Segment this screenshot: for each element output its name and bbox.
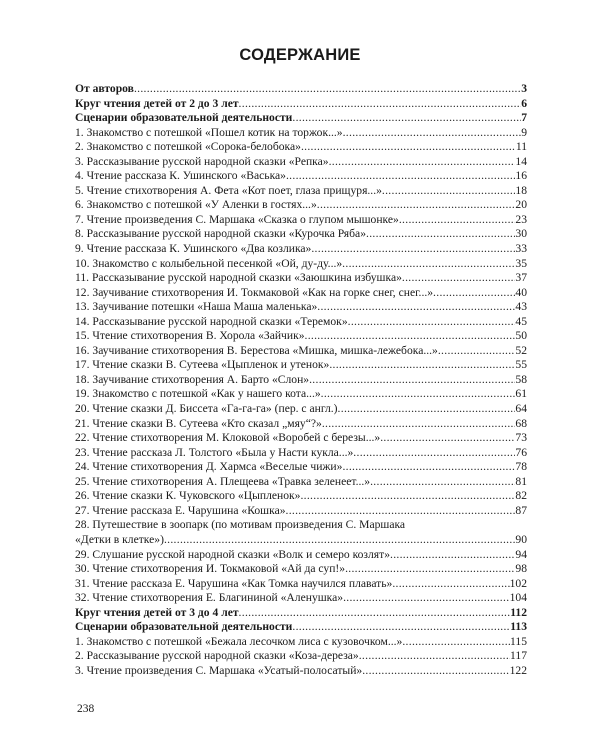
toc-entry-leader-dots <box>353 446 515 461</box>
toc-entry-leader-dots <box>292 111 521 126</box>
toc-entry-leader-dots <box>309 373 515 388</box>
toc-entry <box>75 489 527 504</box>
toc-entry-title: 31. Чтение рассказа Е. Чарушина «Как Томка научился плавать» <box>75 576 393 590</box>
toc-entry-page: 117 <box>510 649 527 663</box>
toc-entry-page: 76 <box>515 445 527 459</box>
toc-entry <box>75 664 527 679</box>
toc-entry <box>75 82 527 97</box>
toc-entry-leader-dots <box>239 97 522 112</box>
toc-entry-title: 14. Рассказывание русской народной сказки «Теремок» <box>75 314 348 328</box>
toc-entry-title: 20. Чтение сказки Д. Биссета «Га-га-га» (пер. с англ.) <box>75 402 338 416</box>
toc-entry-leader-dots <box>382 184 516 199</box>
toc-entry <box>75 606 527 621</box>
toc-entry <box>75 402 527 417</box>
toc-entry-title: 9. Чтение рассказа К. Ушинского «Два козлика» <box>75 242 312 256</box>
toc-entry-page: 6 <box>521 96 527 110</box>
toc-entry <box>75 358 527 373</box>
toc-entry-page: 37 <box>515 271 527 285</box>
toc-entry <box>75 271 527 286</box>
toc-entry <box>75 300 527 315</box>
toc-entry <box>75 373 527 388</box>
toc-entry-page: 30 <box>515 227 527 241</box>
toc-entry <box>75 198 527 213</box>
toc-entry <box>75 111 527 126</box>
toc-entry-leader-dots <box>239 606 511 621</box>
toc-entry-leader-dots <box>399 213 516 228</box>
toc-entry-page: 40 <box>515 285 527 299</box>
toc-entry-leader-dots <box>390 548 515 563</box>
toc-entry <box>75 213 527 228</box>
toc-entry-leader-dots <box>301 140 516 155</box>
toc-entry <box>75 431 527 446</box>
toc-entry-page: 68 <box>515 416 527 430</box>
toc-entry-title: 23. Чтение рассказа Л. Толстого «Была у Насти кукла...» <box>75 445 354 459</box>
toc-entry-page: 9 <box>521 125 527 139</box>
toc-entry-page: 58 <box>515 372 527 386</box>
toc-entry-leader-dots <box>342 257 515 272</box>
toc-entry <box>75 97 527 112</box>
toc-entry-page: 104 <box>509 591 527 605</box>
toc-entry-leader-dots <box>286 169 515 184</box>
toc-entry-title: 4. Чтение рассказа К. Ушинского «Васька» <box>75 169 286 183</box>
toc-entry-leader-dots <box>370 475 515 490</box>
toc-entry-leader-dots <box>402 271 516 286</box>
toc-entry-leader-dots <box>342 460 515 475</box>
toc-entry-page: 23 <box>515 212 527 226</box>
toc-entry-title: 3. Рассказывание русской народной сказки «Репка» <box>75 154 329 168</box>
toc-entry <box>75 257 527 272</box>
toc-entry-title: 15. Чтение стихотворения В. Хорола «Зайчик» <box>75 329 305 343</box>
toc-entry-page: 14 <box>515 154 527 168</box>
toc-entry-page: 122 <box>509 663 527 677</box>
toc-entry <box>75 446 527 461</box>
toc-entry-page: 11 <box>515 140 527 154</box>
toc-entry-leader-dots <box>300 489 515 504</box>
toc-entry-title: 1. Знакомство с потешкой «Пошел котик на торжок...» <box>75 125 343 139</box>
toc-entry-title: 24. Чтение стихотворения Д. Хармса «Веселые чижи» <box>75 460 343 474</box>
toc-entry-leader-dots <box>359 649 510 664</box>
toc-entry-leader-dots <box>380 431 515 446</box>
toc-entry-page: 20 <box>515 198 527 212</box>
toc-entry <box>75 169 527 184</box>
toc-entry-page: 87 <box>515 503 527 517</box>
toc-entry-leader-dots <box>348 315 516 330</box>
toc-entry <box>75 184 527 199</box>
toc-entry-leader-dots <box>343 126 522 141</box>
toc-entry-title: 30. Чтение стихотворения И. Токмаковой «Ай да суп!» <box>75 562 346 576</box>
toc-entry-leader-dots <box>402 635 510 650</box>
toc-entry-title: Круг чтения детей от 3 до 4 лет <box>75 605 239 619</box>
toc-entry-leader-dots <box>164 533 515 548</box>
toc-entry-page: 3 <box>521 82 527 95</box>
toc-entry-title: 7. Чтение произведения С. Маршака «Сказка о глупом мышонке» <box>75 212 399 226</box>
toc-entry <box>75 649 527 664</box>
toc-entry-page: 35 <box>515 256 527 270</box>
toc-entry-leader-dots <box>286 504 516 519</box>
toc-entry <box>75 344 527 359</box>
toc-entry-title: От авторов <box>75 82 134 95</box>
toc-entry-title: 10. Знакомство с колыбельной песенкой «Ой, ду-ду...» <box>75 256 343 270</box>
toc-entry <box>75 140 527 155</box>
toc-entry-title: Круг чтения детей от 2 до 3 лет <box>75 96 239 110</box>
toc-entry <box>75 329 527 344</box>
toc-entry-title: 25. Чтение стихотворения А. Плещеева «Травка зеленеет...» <box>75 474 371 488</box>
toc-entry-title: 32. Чтение стихотворения Е. Благининой «Аленушка» <box>75 591 344 605</box>
toc-entry-page: 102 <box>509 576 527 590</box>
toc-entry-title: 16. Заучивание стихотворения В. Берестова «Мишка, мишка-лежебока...» <box>75 343 438 357</box>
toc-entry-title: 6. Знакомство с потешкой «У Аленки в гостях...» <box>75 198 317 212</box>
toc-entry-page: 50 <box>515 329 527 343</box>
toc-entry <box>75 242 527 257</box>
toc-entry-leader-dots <box>292 620 510 635</box>
toc-entry-leader-dots <box>321 387 516 402</box>
toc-entry-leader-dots <box>438 344 516 359</box>
toc-entry <box>75 475 527 490</box>
toc-entry-title: 12. Заучивание стихотворения И. Токмаковой «Как на горке снег, снег...» <box>75 285 434 299</box>
toc-entry-page: 98 <box>515 562 527 576</box>
toc-entry-page: 78 <box>515 460 527 474</box>
toc-entry <box>75 227 527 242</box>
toc-entry <box>75 577 527 592</box>
toc-entry-title: Сценарии образовательной деятельности <box>75 620 293 634</box>
toc-entry <box>75 315 527 330</box>
toc-entry-leader-dots <box>322 417 516 432</box>
toc-entry-leader-dots <box>311 242 515 257</box>
toc-entry-page: 115 <box>510 634 527 648</box>
toc-entry-leader-dots <box>433 286 515 301</box>
toc-entry-leader-dots <box>329 155 516 170</box>
toc-entry <box>75 562 527 577</box>
toc-entry-page: 55 <box>515 358 527 372</box>
toc-entry-title: 11. Рассказывание русской народной сказки «Заюшкина избушка» <box>75 271 402 285</box>
toc-entry-page: 33 <box>515 242 527 256</box>
toc-entry-page: 18 <box>515 183 527 197</box>
toc-entry-title: Сценарии образовательной деятельности <box>75 111 293 125</box>
toc-entry-leader-dots <box>345 562 515 577</box>
toc-entry <box>75 460 527 475</box>
page-title: СОДЕРЖАНИЕ <box>239 46 361 64</box>
toc-entry-page: 94 <box>515 547 527 561</box>
toc-entry-page: 7 <box>521 111 527 125</box>
toc-entry <box>75 286 527 301</box>
toc-entry-leader-dots <box>366 227 515 242</box>
toc-entry-title: 13. Заучивание потешки «Наша Маша маленька» <box>75 300 318 314</box>
toc-entry-title: 26. Чтение сказки К. Чуковского «Цыпленок» <box>75 489 301 503</box>
toc-entry-title: 17. Чтение сказки В. Сутеева «Цыпленок и утенок» <box>75 358 330 372</box>
toc-entry-page: 112 <box>510 605 527 619</box>
toc-entry <box>75 548 527 563</box>
toc-entry <box>75 620 527 635</box>
toc-entry-leader-dots <box>305 329 516 344</box>
toc-entry <box>75 387 527 402</box>
toc-entry-leader-dots <box>392 577 509 592</box>
toc-entry-title: 27. Чтение рассказа Е. Чарушина «Кошка» <box>75 503 286 517</box>
toc-entry-title: 2. Рассказывание русской народной сказки «Коза-дереза» <box>75 649 359 663</box>
toc-entry-title: 22. Чтение стихотворения М. Клоковой «Воробей с березы...» <box>75 431 381 445</box>
toc-entry <box>75 591 527 606</box>
toc-entry-page: 73 <box>515 431 527 445</box>
toc-entry-page: 61 <box>515 387 527 401</box>
toc-entry <box>75 417 527 432</box>
toc-entry-title: 1. Знакомство с потешкой «Бежала лесочком лиса с кузовочком...» <box>75 634 403 648</box>
toc-entry <box>75 504 527 519</box>
toc-entry-page: 113 <box>510 620 527 634</box>
toc-entry-title: 8. Рассказывание русской народной сказки «Курочка Ряба» <box>75 227 366 241</box>
toc-entry-title: 29. Слушание русской народной сказки «Волк и семеро козлят» <box>75 547 390 561</box>
toc-entry-page: 45 <box>515 314 527 328</box>
toc-entry <box>75 155 527 170</box>
toc-entry-page: 90 <box>515 532 527 546</box>
toc-entry-leader-dots <box>134 82 521 97</box>
toc-entry-leader-dots <box>317 198 516 213</box>
toc-entry-leader-dots <box>343 591 510 606</box>
table-of-contents <box>75 82 527 678</box>
toc-entry <box>75 635 527 650</box>
page-number: 238 <box>77 703 95 715</box>
toc-entry-page: 52 <box>515 343 527 357</box>
toc-entry-page: 16 <box>515 169 527 183</box>
toc-entry-title: 3. Чтение произведения С. Маршака «Усатый-полосатый» <box>75 663 363 677</box>
toc-entry <box>75 518 527 547</box>
toc-entry-title: 19. Знакомство с потешкой «Как у нашего кота...» <box>75 387 321 401</box>
toc-entry-leader-dots <box>329 358 515 373</box>
toc-entry-page: 64 <box>515 402 527 416</box>
toc-entry <box>75 126 527 141</box>
toc-entry-leader-dots <box>362 664 509 679</box>
toc-entry-title: 18. Заучивание стихотворения А. Барто «Слон» <box>75 372 310 386</box>
toc-entry-leader-dots <box>338 402 516 417</box>
toc-entry-title: 2. Знакомство с потешкой «Сорока-белобока» <box>75 140 301 154</box>
toc-entry-page: 43 <box>515 300 527 314</box>
toc-entry-title-continuation: «Детки в клетке») <box>75 532 164 546</box>
toc-entry-title: 21. Чтение сказки В. Сутеева «Кто сказал „мяу“?» <box>75 416 322 430</box>
toc-entry-page: 82 <box>515 489 527 503</box>
toc-entry-page: 81 <box>515 474 527 488</box>
toc-entry-leader-dots <box>317 300 515 315</box>
toc-entry-title: 5. Чтение стихотворения А. Фета «Кот поет, глаза прищуря...» <box>75 183 382 197</box>
toc-entry-title: 28. Путешествие в зоопарк (по мотивам произведения С. Маршака <box>75 518 406 532</box>
